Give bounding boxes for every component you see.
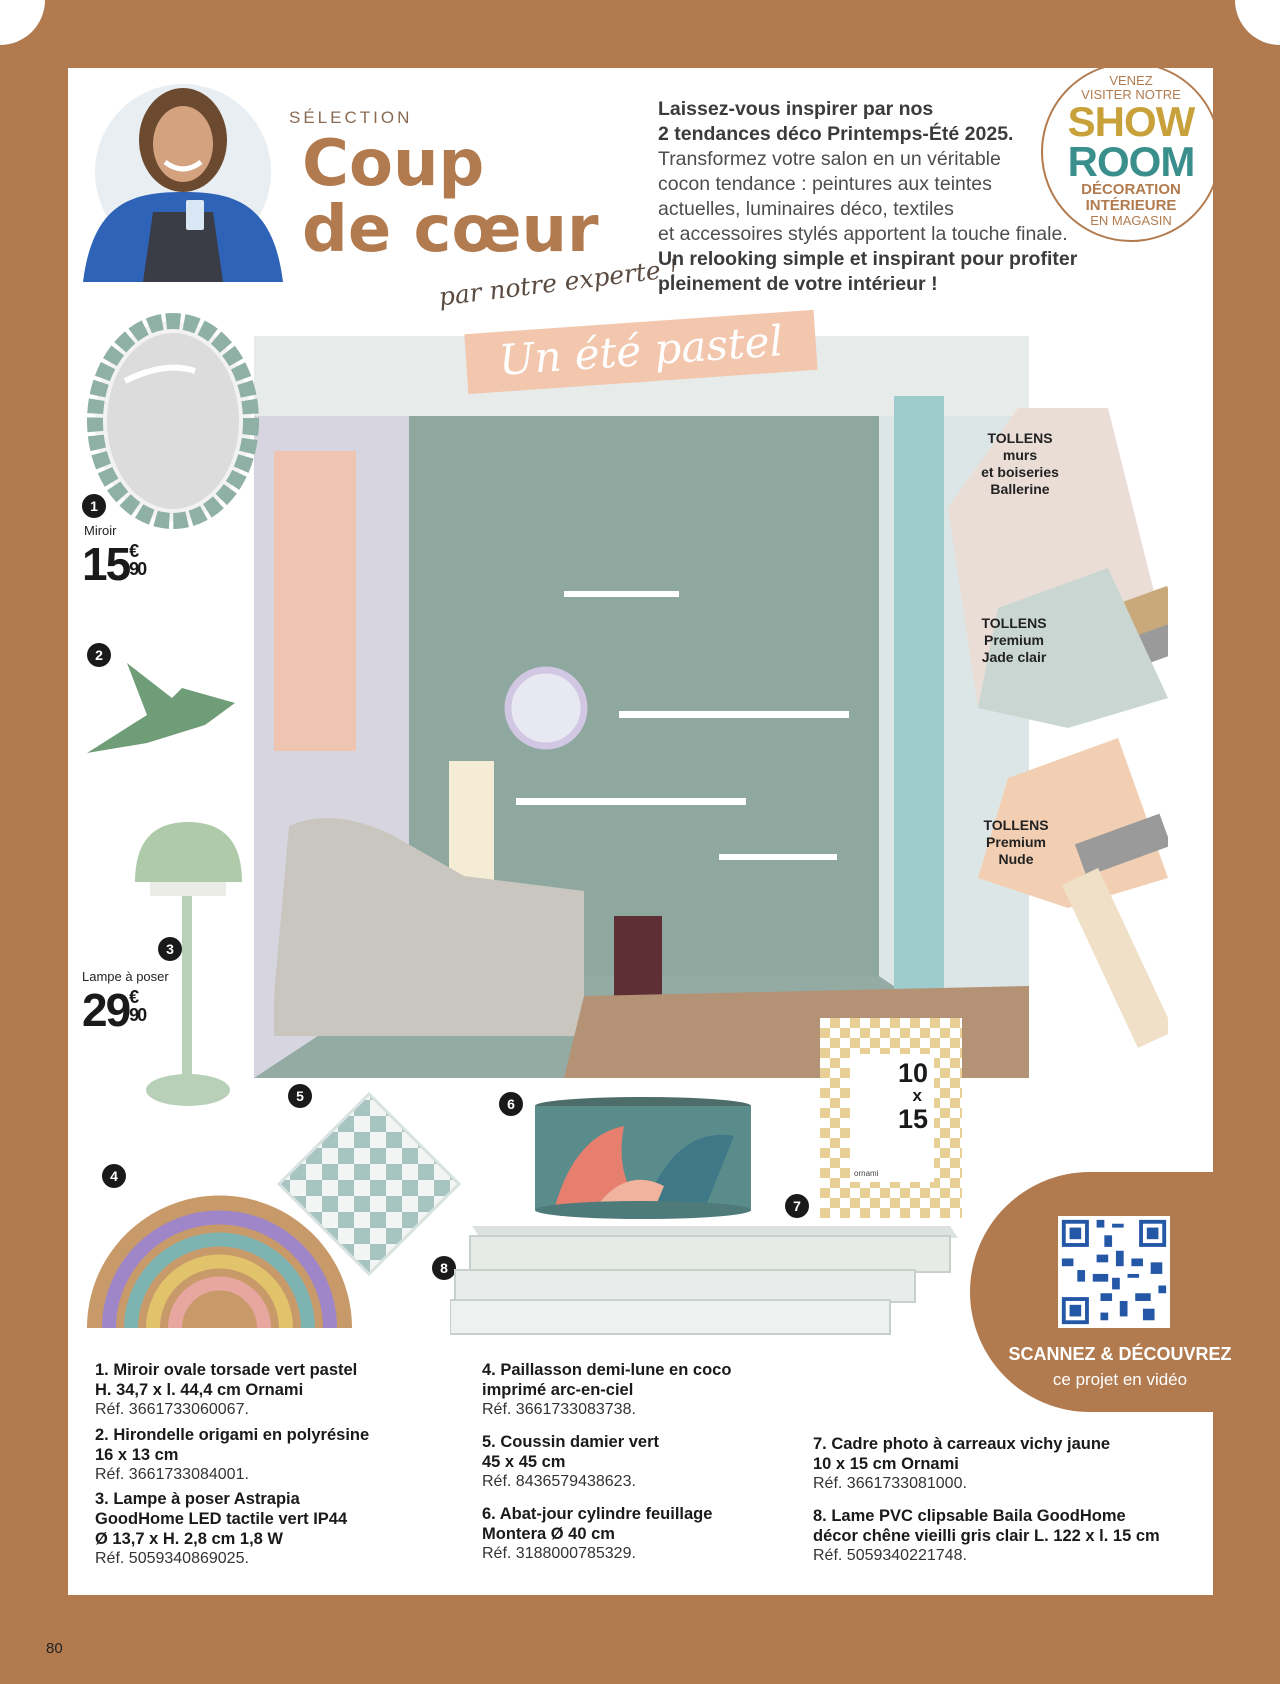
showroom-deco2: INTÉRIEURE [1085, 197, 1177, 214]
desc-2-ref: Réf. 3661733084001. [95, 1466, 249, 1483]
intro-bold-4: pleinement de votre intérieur ! [658, 273, 938, 295]
showroom-room: ROOM [1067, 138, 1195, 185]
desc-5-ref: Réf. 8436579438623. [482, 1473, 636, 1490]
banner-text: Un été pastel [497, 316, 785, 385]
desc-7-dimensions: 10 x 15 cm Ornami [813, 1455, 959, 1473]
desc-1-ref: Réf. 3661733060067. [95, 1401, 249, 1418]
showroom-store: EN MAGASIN [1090, 213, 1172, 228]
desc-5 [482, 1432, 812, 1492]
product-number-8: 8 [432, 1256, 456, 1280]
desc-3-line3: Ø 13,7 x H. 2,8 cm 1,8 W [95, 1530, 284, 1548]
desc-3-ref: Réf. 5059340869025. [95, 1550, 249, 1567]
lamp-price-label: Lampe à poser [82, 969, 169, 984]
qr-subtitle: ce projet en vidéo [1052, 1370, 1188, 1389]
desc-5-title: 5. Coussin damier vert [482, 1433, 659, 1451]
paint-1-line3: et boiseries [981, 464, 1059, 480]
product-number-3: 3 [158, 937, 182, 961]
desc-3-line2: GoodHome LED tactile vert IP44 [95, 1510, 348, 1528]
lamp-price-currency: € [129, 987, 138, 1007]
desc-3 [95, 1489, 475, 1569]
paint-3-line3: Nude [998, 851, 1034, 867]
description-column-3 [813, 1434, 1208, 1566]
mirror-price-decimal: 90 [129, 559, 146, 579]
qr-code[interactable] [1058, 1216, 1170, 1328]
cushion-product-image [274, 1084, 464, 1284]
swallow-product-image [87, 643, 247, 763]
paint-2-line3: Jade clair [981, 649, 1047, 665]
photo-frame-product-image [820, 1018, 962, 1218]
expert-portrait [73, 82, 293, 282]
frame-text-bottom: 15 [897, 1104, 928, 1134]
paint-1-line2: murs [1002, 447, 1038, 463]
desc-7 [813, 1434, 1208, 1494]
lamp-price-decimal: 90 [129, 1005, 146, 1025]
desc-3-title: 3. Lampe à poser Astrapia [95, 1490, 300, 1508]
product-number-1: 1 [82, 494, 106, 518]
paint-1-brand: TOLLENS [987, 430, 1053, 446]
paint-2-line2: Premium [984, 632, 1044, 648]
desc-4-title: 4. Paillasson demi-lune en coco [482, 1361, 732, 1379]
photo-frame-insert [850, 1054, 934, 1182]
corner-decoration-right [1235, 0, 1280, 45]
desc-6-title: 6. Abat-jour cylindre feuillage [482, 1505, 713, 1523]
desc-1-dimensions: H. 34,7 x l. 44,4 cm Ornami [95, 1381, 304, 1399]
corner-decoration-left [0, 0, 45, 45]
product-number-5: 5 [288, 1084, 312, 1108]
desc-4-line2: imprimé arc-en-ciel [482, 1381, 634, 1399]
paint-label-jade-clair [966, 615, 1062, 666]
intro-line-2: cocon tendance : peintures aux teintes [658, 173, 992, 195]
product-number-2: 2 [87, 643, 111, 667]
paint-label-nude [968, 817, 1064, 868]
description-column-2 [482, 1360, 812, 1564]
showroom-line1: VENEZ [1109, 73, 1153, 88]
showroom-line2: VISITER NOTRE [1081, 87, 1181, 102]
showroom-show: SHOW [1067, 98, 1195, 145]
desc-1-title: 1. Miroir ovale torsade vert pastel [95, 1361, 358, 1379]
product-number-6: 6 [499, 1092, 523, 1116]
showroom-deco1: DÉCORATION [1081, 181, 1181, 198]
paint-2-brand: TOLLENS [981, 615, 1047, 631]
mirror-price-currency: € [129, 541, 138, 561]
paint-brushes-image [948, 408, 1168, 1133]
desc-8-ref: Réf. 5059340221748. [813, 1547, 967, 1564]
page-title-line1: Coup [302, 127, 485, 201]
lampshade-product-image [534, 1096, 752, 1222]
frame-brand: ornami [854, 1169, 879, 1178]
lamp-product-image [130, 822, 245, 1112]
lamp-price-integer: 29 [82, 984, 130, 1036]
qr-title: SCANNEZ & DÉCOUVREZ [1008, 1344, 1232, 1364]
mirror-price-integer: 15 [82, 538, 130, 590]
desc-2-dimensions: 16 x 13 cm [95, 1446, 179, 1464]
frame-text-top: 10 [897, 1058, 928, 1088]
desc-4-ref: Réf. 3661733083738. [482, 1401, 636, 1418]
desc-6-dimensions: Montera Ø 40 cm [482, 1525, 615, 1543]
intro-line-3: actuelles, luminaires déco, textiles [658, 198, 954, 220]
paint-3-line2: Premium [986, 834, 1046, 850]
paint-3-brand: TOLLENS [983, 817, 1049, 833]
intro-bold-3: Un relooking simple et inspirant pour profiter [658, 248, 1078, 270]
page-number: 80 [46, 1640, 63, 1657]
product-number-4: 4 [102, 1164, 126, 1188]
qr-panel [970, 1172, 1280, 1412]
product-number-7: 7 [785, 1194, 809, 1218]
intro-bold-2: 2 tendances déco Printemps-Été 2025. [658, 123, 1014, 145]
section-tag: SÉLECTION [289, 108, 413, 127]
intro-bold-1: Laissez-vous inspirer par nos [658, 98, 934, 120]
title-script-subtitle: par notre experte ! [437, 253, 681, 312]
desc-7-title: 7. Cadre photo à carreaux vichy jaune [813, 1435, 1111, 1453]
desc-8-line2: décor chêne vieilli gris clair L. 122 x l. 15 cm [813, 1527, 1160, 1545]
mirror-product-image [85, 311, 261, 531]
frame-text-x: x [912, 1086, 922, 1105]
showroom-badge [1041, 68, 1213, 242]
lamp-price [82, 984, 146, 1036]
desc-6-ref: Réf. 3188000785329. [482, 1545, 636, 1562]
mirror-price-label: Miroir [84, 523, 117, 538]
intro-line-4: et accessoires stylés apportent la touche finale. [658, 223, 1068, 245]
desc-2 [95, 1425, 475, 1485]
intro-line-1: Transformez votre salon en un véritable [658, 148, 1001, 170]
desc-8 [813, 1506, 1208, 1566]
paint-label-ballerine [968, 430, 1072, 498]
desc-8-title: 8. Lame PVC clipsable Baila GoodHome [813, 1507, 1126, 1525]
description-column-1 [95, 1360, 475, 1569]
desc-1 [95, 1360, 475, 1420]
desc-4 [482, 1360, 812, 1420]
desc-2-title: 2. Hirondelle origami en polyrésine [95, 1426, 370, 1444]
page-title-line2: de cœur [302, 193, 599, 267]
pvc-plank-product-image [450, 1226, 958, 1338]
desc-6 [482, 1504, 812, 1564]
mirror-price [82, 538, 146, 590]
paint-1-line4: Ballerine [990, 481, 1050, 497]
desc-5-dimensions: 45 x 45 cm [482, 1453, 566, 1471]
desc-7-ref: Réf. 3661733081000. [813, 1475, 967, 1492]
room-scene-image [254, 336, 1029, 1078]
